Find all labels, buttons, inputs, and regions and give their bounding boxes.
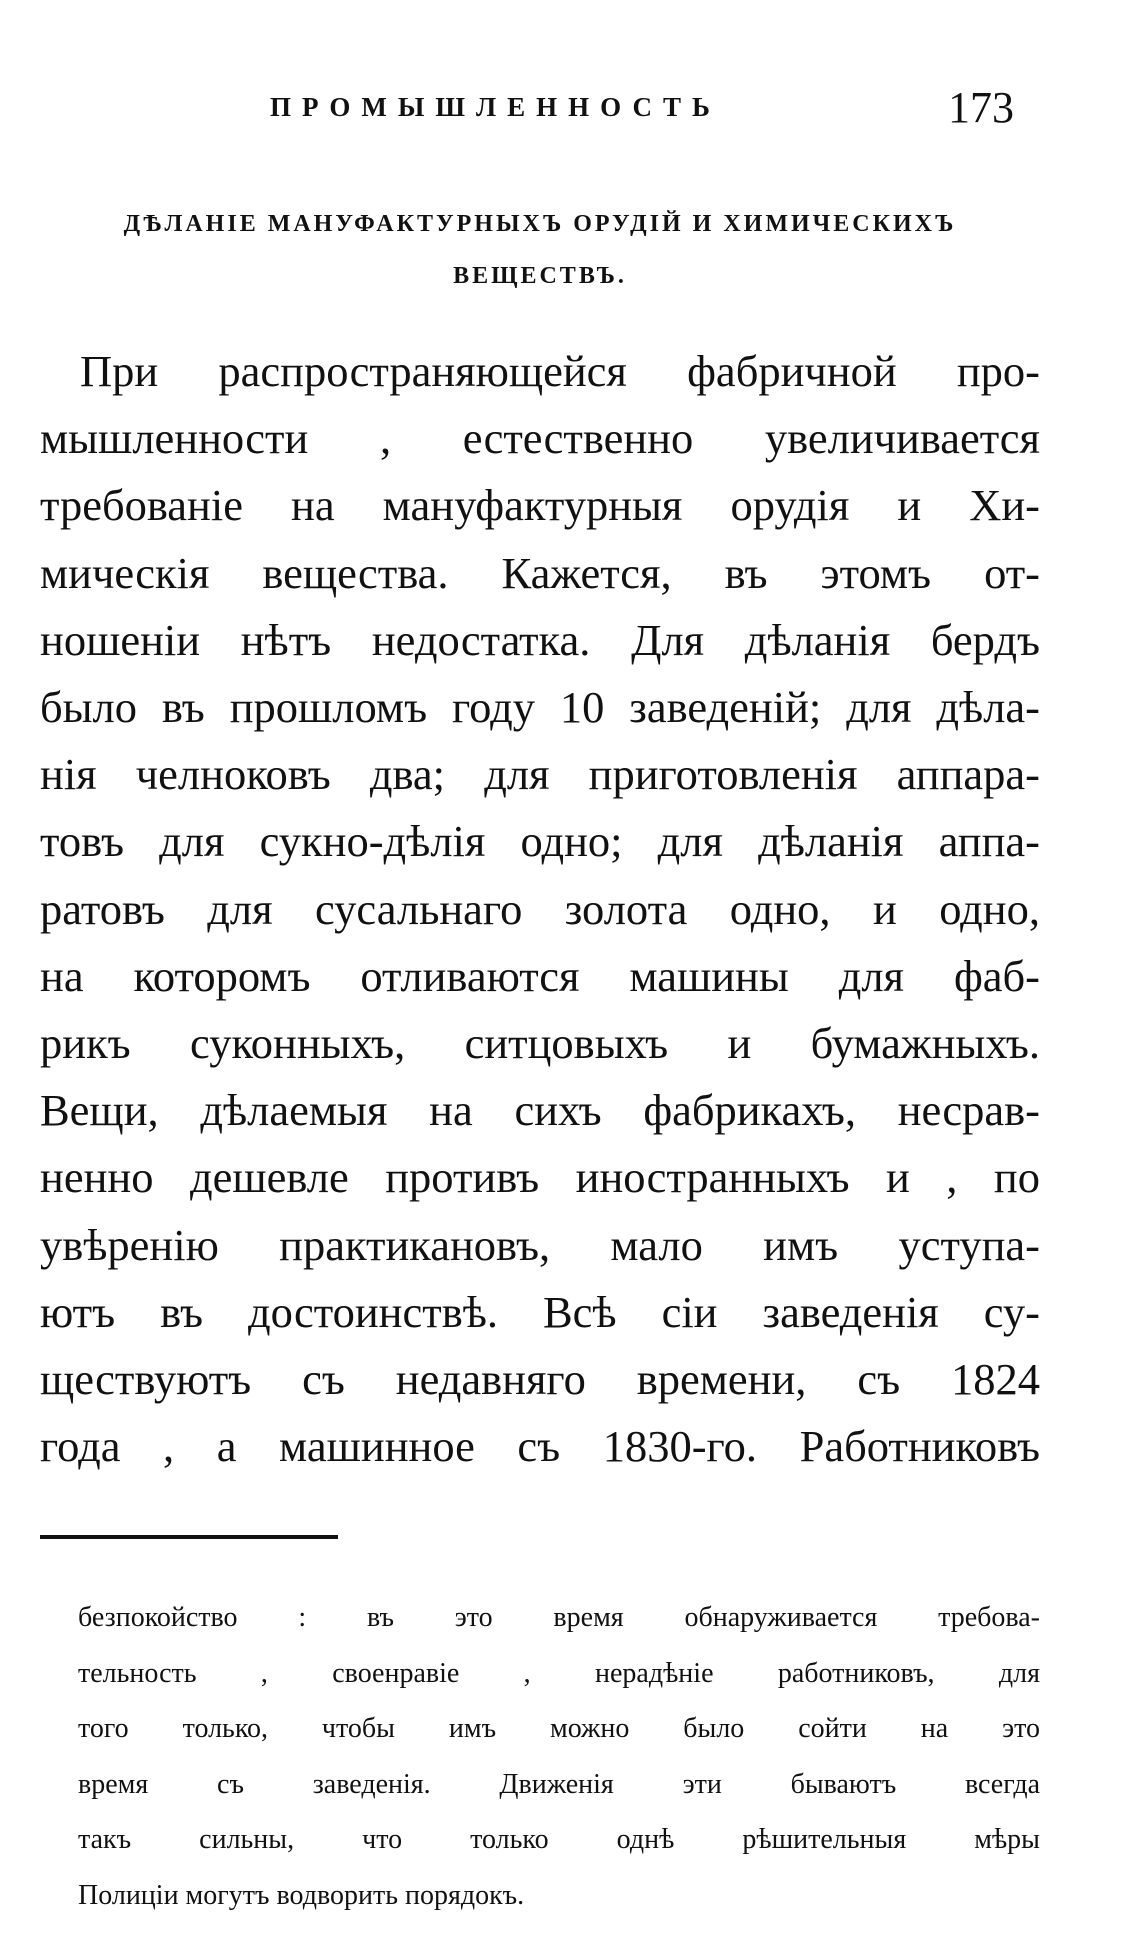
section-heading-line: ВЕЩЕСТВЪ.: [453, 263, 627, 289]
footnote-line: такъ сильны, что только однѣ рѣшительныя мѣры: [78, 1824, 1040, 1855]
body-line: было въ прошломъ году 10 заведеній; для дѣла-: [40, 682, 1040, 733]
body-line: мическія вещества. Кажется, въ этомъ от-: [40, 547, 1040, 598]
body-line: года , а машинное съ 1830-го. Работниковъ: [40, 1421, 1040, 1472]
body-line: ютъ въ достоинствѣ. Всѣ сіи заведенія су-: [40, 1286, 1040, 1337]
running-title: ПРОМЫШЛЕННОСТЬ: [270, 92, 721, 122]
section-heading: [40, 198, 1040, 302]
body-line: увѣренію практикановъ, мало имъ уступа-: [40, 1219, 1040, 1270]
body-line: товъ для сукно-дѣлія одно; для дѣланія аппа-: [40, 816, 1040, 867]
body-line: рикъ суконныхъ, ситцовыхъ и бумажныхъ.: [40, 1018, 1040, 1069]
footnote-line: время съ заведенія. Движенія эти бываютъ всегда: [78, 1768, 1040, 1800]
body-line: требованіе на мануфактурныя орудія и Хи-: [40, 480, 1040, 531]
body-line: мышленности , естественно увеличивается: [40, 413, 1040, 464]
section-heading-line: ДѢЛАНІЕ МАНУФАКТУРНЫХЪ ОРУДІЙ И ХИМИЧЕСКИХЪ: [123, 211, 957, 237]
body-line: нія челноковъ два; для приготовленія аппара-: [40, 749, 1040, 800]
body-line: ношеніи нѣтъ недостатка. Для дѣланія бердъ: [40, 614, 1040, 665]
body-line: Вещи, дѣлаемыя на сихъ фабрикахъ, несрав-: [40, 1085, 1040, 1136]
page-number: 173: [948, 83, 1014, 132]
body-paragraph: [40, 338, 1040, 1480]
body-line: на которомъ отливаются машины для фаб-: [40, 950, 1040, 1001]
footnote-line: того только, чтобы имъ можно было сойти на это: [78, 1713, 1040, 1744]
footnote-line: Полиціи могутъ водворить порядокъ.: [78, 1879, 525, 1911]
footnote-divider: [40, 1535, 338, 1539]
footnote-line: безпокойство : въ это время обнаруживается требова-: [78, 1602, 1040, 1633]
body-line: ратовъ для сусальнаго золота одно, и одно,: [40, 883, 1040, 934]
footnote: [78, 1590, 1040, 1923]
body-line: При распространяющейся фабричной про-: [80, 346, 1040, 396]
body-line: ненно дешевле противъ иностранныхъ и , по: [40, 1152, 1040, 1203]
footnote-line: тельность , своенравіе , нерадѣніе работниковъ, для: [78, 1657, 1040, 1689]
body-line: ществуютъ съ недавняго времени, съ 1824: [40, 1354, 1040, 1405]
